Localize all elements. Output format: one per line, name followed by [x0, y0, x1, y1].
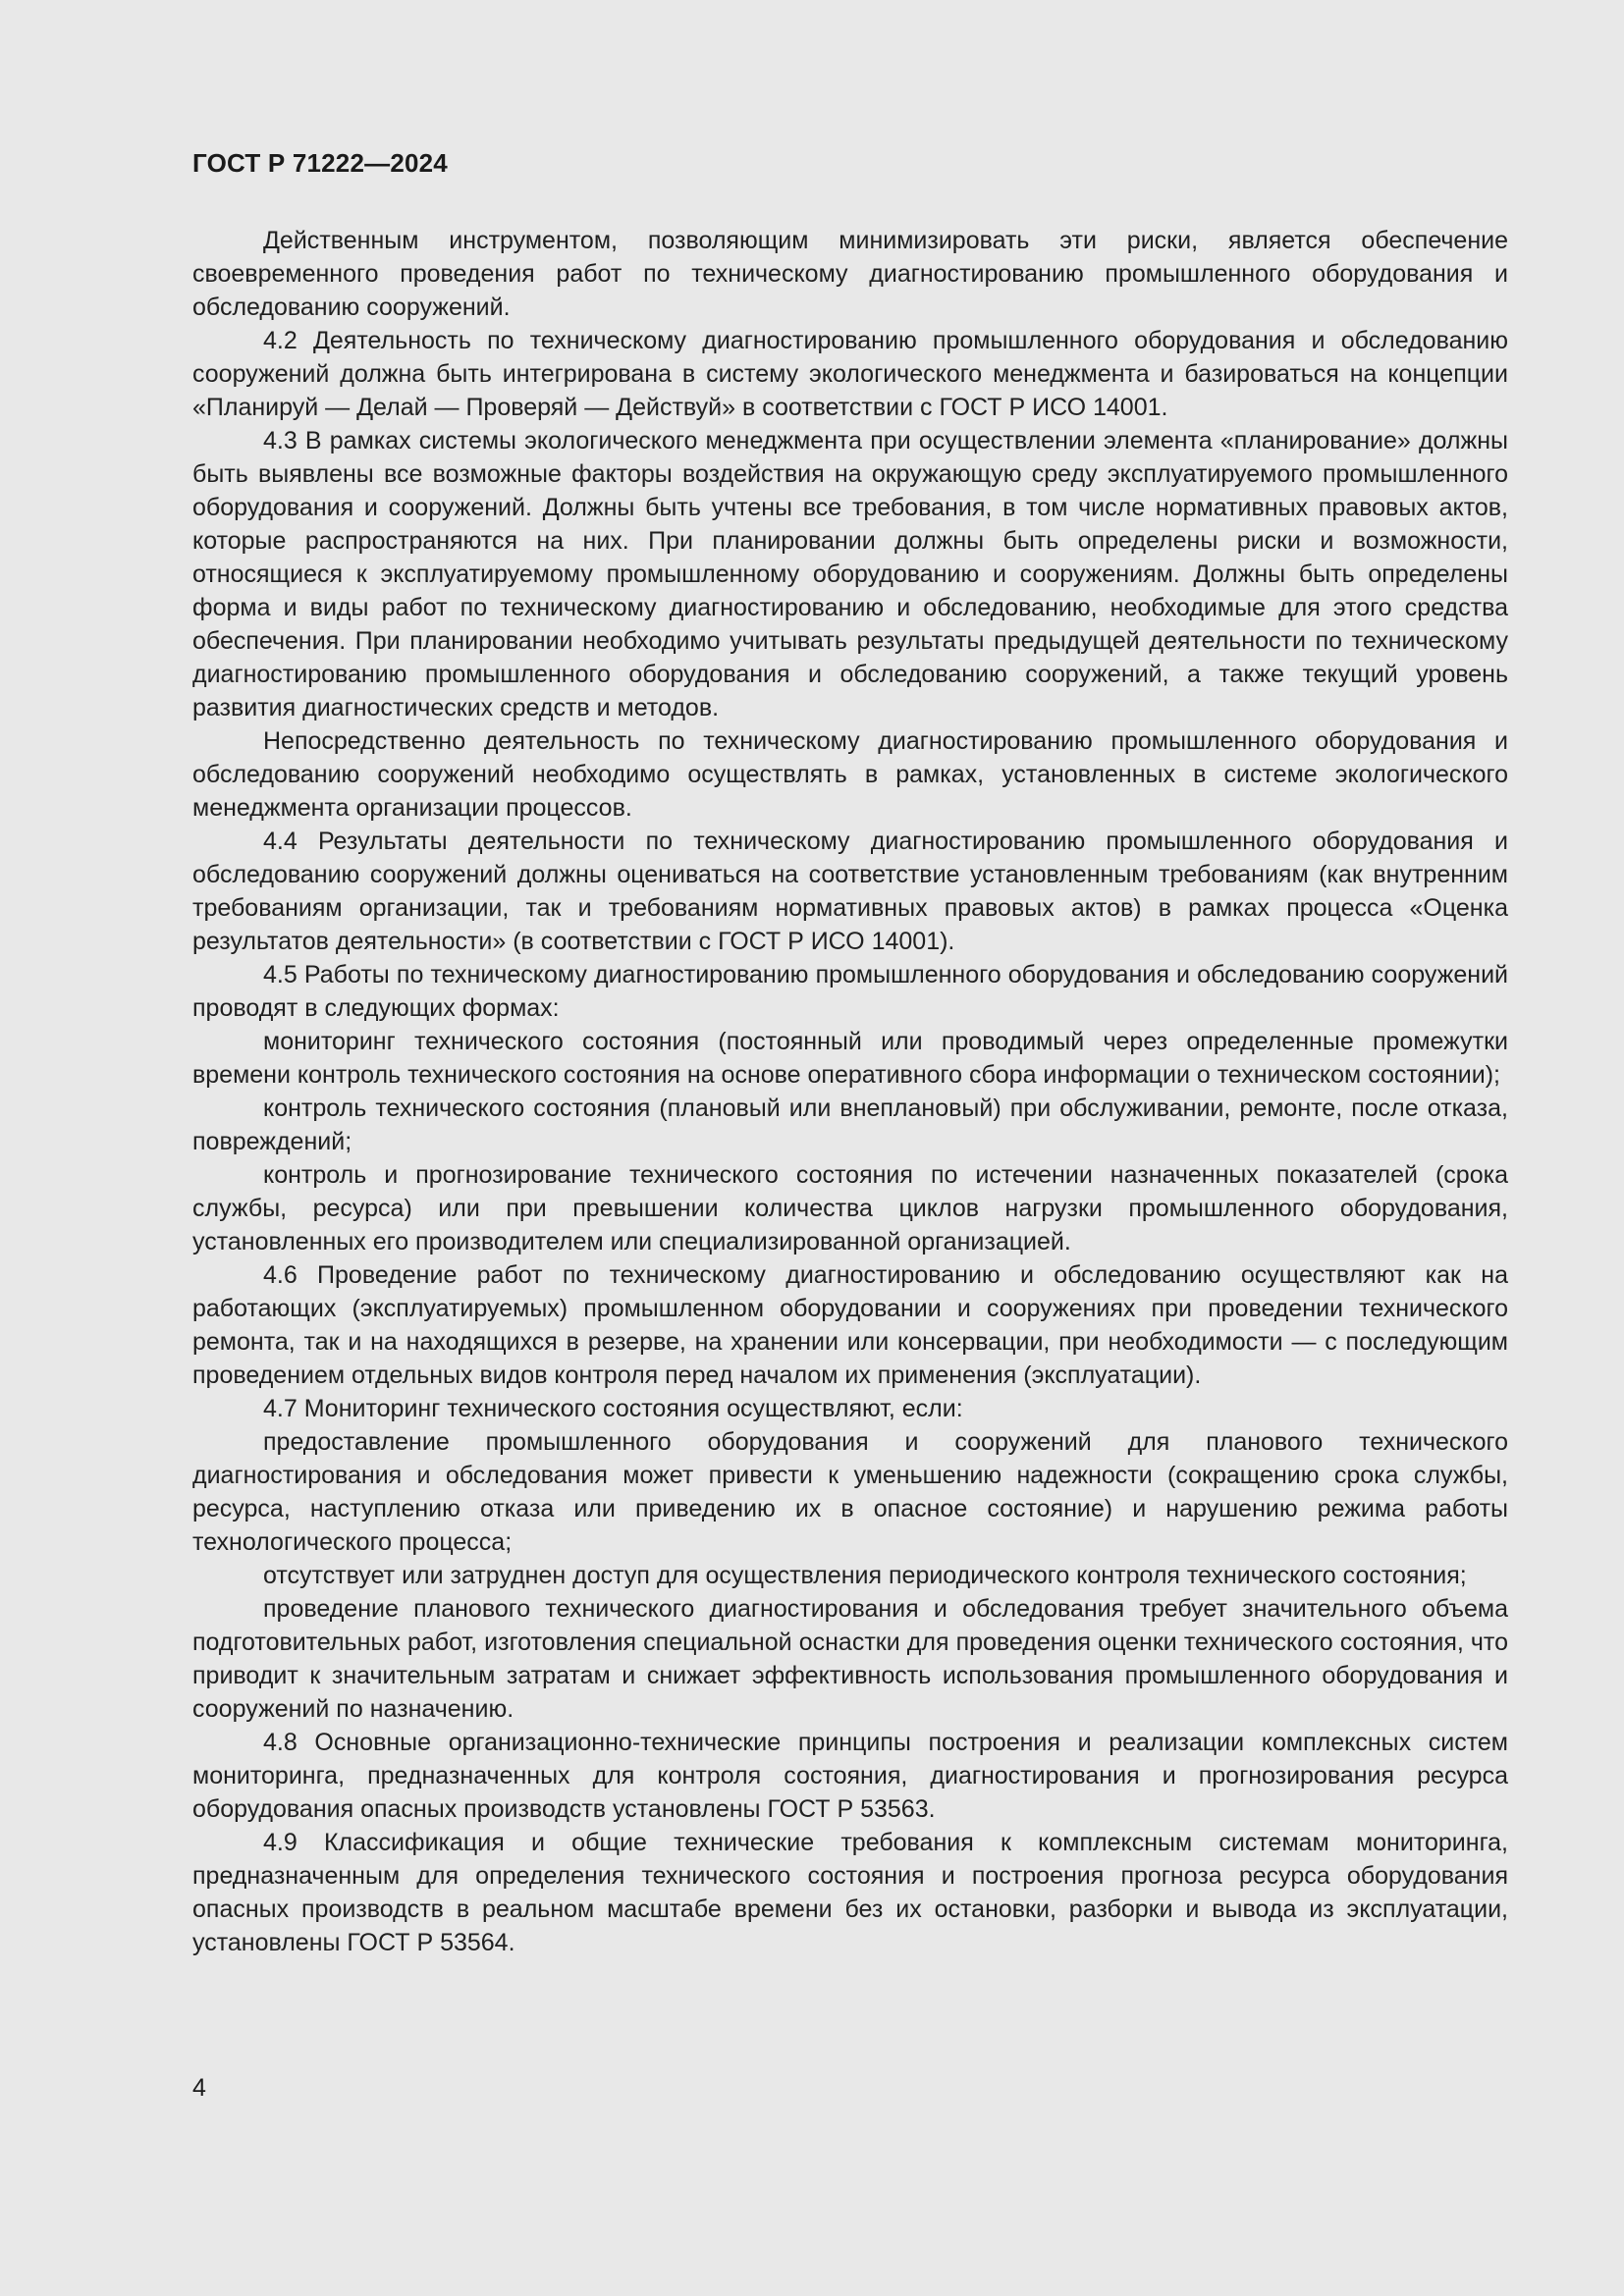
paragraph-4-8: 4.8 Основные организационно-технические принципы построения и реализации комплексных систем мониторинга, предназначенных для контроля состояния, диагностирования и прогнозирования ресурса оборудования опасных производств установлены ГОСТ Р 53563. — [192, 1729, 1508, 1823]
paragraph-4-6: 4.6 Проведение работ по техническому диагностированию и обследованию осуществляют как на работающих (эксплуатируемых) промышленном оборудовании и сооружениях при проведении технического ремонта, так и на находящихся в резерве, на хранении или консервации, при необходимости — с последующим проведением отдельных видов контроля перед началом их применения (эксплуатации). — [192, 1261, 1508, 1389]
paragraph-4-2: 4.2 Деятельность по техническому диагностированию промышленного оборудования и обследованию сооружений должна быть интегрирована в систему экологического менеджмента и базироваться на концепции «Планируй — Делай — Проверяй — Действуй» в соответствии с ГОСТ Р ИСО 14001. — [192, 327, 1508, 421]
paragraph-4-7: 4.7 Мониторинг технического состояния осуществляют, если: — [263, 1395, 963, 1422]
paragraph-4-3: 4.3 В рамках системы экологического менеджмента при осуществлении элемента «планирование» должны быть выявлены все возможные факторы воздействия на окружающую среду эксплуатируемого промышленного оборудования и сооружений. Должны быть учтены все требования, в том числе нормативных правовых актов, которые распространяются на них. При планировании должны быть определены риски и возможности, относящиеся к эксплуатируемому промышленному оборудованию и сооружениям. Должны быть определены форма и виды работ по техническому диагностированию и обследованию, необходимые для этого средства обеспечения. При планировании необходимо учитывать результаты предыдущей деятельности по техническому диагностированию промышленного оборудования и обследованию сооружений, а также текущий уровень развития диагностических средств и методов. — [192, 427, 1508, 721]
paragraph: Действенным инструментом, позволяющим минимизировать эти риски, является обеспечение своевременного проведения работ по техническому диагностированию промышленного оборудования и обследованию сооружений. — [192, 227, 1508, 321]
list-item: контроль и прогнозирование технического состояния по истечении назначенных показателей (срока службы, ресурса) или при превышении количества циклов нагрузки промышленного оборудования, установленных его производителем или специализированной организацией. — [192, 1161, 1508, 1255]
paragraph-4-4: 4.4 Результаты деятельности по техническому диагностированию промышленного оборудования и обследованию сооружений должны оцениваться на соответствие установленным требованиям (как внутренним требованиям организации, так и требованиям нормативных правовых актов) в рамках процесса «Оценка результатов деятельности» (в соответствии с ГОСТ Р ИСО 14001). — [192, 828, 1508, 955]
list-item: мониторинг технического состояния (постоянный или проводимый через определенные промежутки времени контроль технического состояния на основе оперативного сбора информации о техническом состоянии); — [192, 1028, 1508, 1089]
list-item: предоставление промышленного оборудования и сооружений для планового технического диагностирования и обследования может привести к уменьшению надежности (сокращению срока службы, ресурса, наступлению отказа или приведению их в опасное состояние) и нарушению режима работы технологического процесса; — [192, 1428, 1508, 1556]
document-body — [192, 224, 1508, 1959]
page-number: 4 — [192, 2074, 206, 2102]
list-item: проведение планового технического диагностирования и обследования требует значительного объема подготовительных работ, изготовления специальной оснастки для проведения оценки технического состояния, что приводит к значительным затратам и снижает эффективность использования промышленного оборудования и сооружений по назначению. — [192, 1595, 1508, 1723]
paragraph-4-5: 4.5 Работы по техническому диагностированию промышленного оборудования и обследованию сооружений проводят в следующих формах: — [192, 961, 1508, 1022]
paragraph: Непосредственно деятельность по техническому диагностированию промышленного оборудования и обследованию сооружений необходимо осуществлять в рамках, установленных в системе экологического менеджмента организации процессов. — [192, 727, 1508, 822]
paragraph-4-9: 4.9 Классификация и общие технические требования к комплексным системам мониторинга, предназначенным для определения технического состояния и построения прогноза ресурса оборудования опасных производств в реальном масштабе времени без их остановки, разборки и вывода из эксплуатации, установлены ГОСТ Р 53564. — [192, 1829, 1508, 1956]
list-item: контроль технического состояния (плановый или внеплановый) при обслуживании, ремонте, после отказа, повреждений; — [192, 1095, 1508, 1155]
document-header: ГОСТ Р 71222—2024 — [192, 148, 448, 178]
list-item: отсутствует или затруднен доступ для осуществления периодического контроля технического состояния; — [263, 1562, 1467, 1589]
